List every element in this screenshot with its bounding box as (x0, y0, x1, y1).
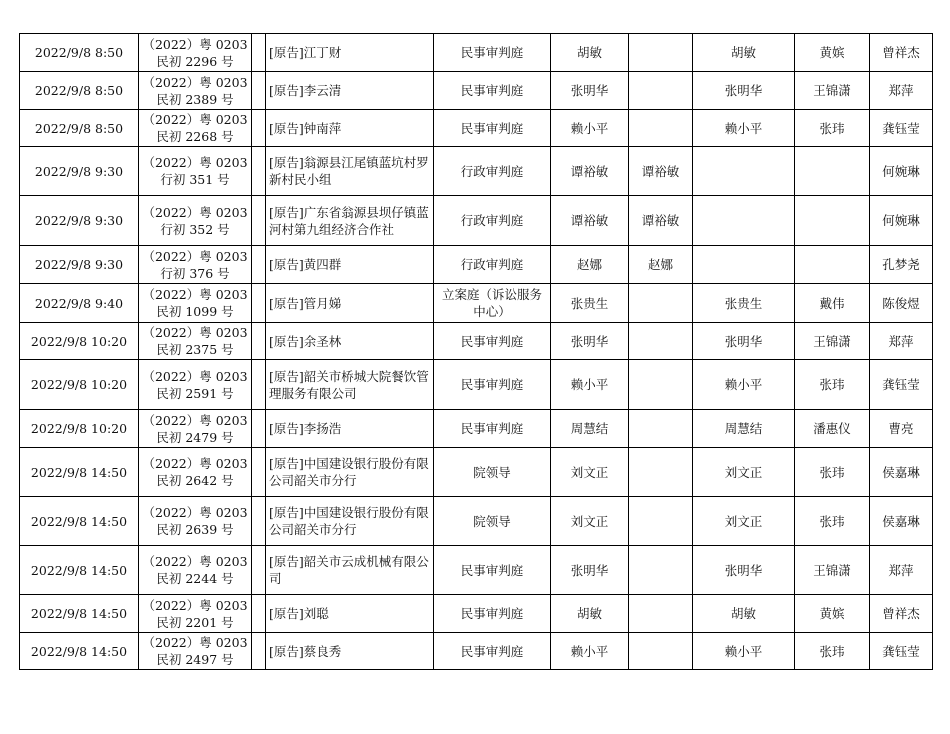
party-cell: [原告]蔡良秀 (266, 633, 434, 670)
panel-member-cell: 戴伟 (795, 284, 870, 323)
table-row (20, 110, 933, 147)
department-cell: 民事审判庭 (434, 34, 551, 72)
table-row (20, 595, 933, 633)
case-number-line-1: （2022）粤 0203 (142, 248, 248, 264)
hearing-time-cell: 2022/9/8 9:40 (20, 284, 139, 323)
party-cell: [原告]广东省翁源县坝仔镇蓝河村第九组经济合作社 (266, 196, 434, 246)
presiding-judge-cell: 刘文正 (693, 448, 795, 497)
judge-cell: 胡敏 (551, 34, 629, 72)
assistant-cell (629, 110, 693, 147)
table-row (20, 72, 933, 110)
presiding-judge-cell: 周慧结 (693, 410, 795, 448)
judge-cell: 刘文正 (551, 497, 629, 546)
clerk-cell: 曹亮 (870, 410, 933, 448)
hearing-schedule-table (19, 33, 933, 670)
case-number-cell (139, 246, 252, 284)
case-number-line-1: （2022）粤 0203 (142, 554, 248, 569)
presiding-judge-cell: 张贵生 (693, 284, 795, 323)
case-number-line-2: 行初 351 号 (160, 172, 230, 187)
panel-member-cell: 张玮 (795, 633, 870, 670)
panel-member-cell: 黄嫔 (795, 34, 870, 72)
panel-member-cell (795, 246, 870, 284)
case-number-cell (139, 448, 252, 497)
clerk-cell: 郑萍 (870, 546, 933, 595)
department-cell: 行政审判庭 (434, 196, 551, 246)
judge-cell: 张贵生 (551, 284, 629, 323)
clerk-cell: 侯嘉琳 (870, 497, 933, 546)
party-cell: [原告]李云清 (266, 72, 434, 110)
assistant-cell (629, 595, 693, 633)
clerk-cell: 何婉琳 (870, 196, 933, 246)
clerk-cell: 龚钰莹 (870, 633, 933, 670)
judge-cell: 谭裕敏 (551, 147, 629, 196)
department-cell: 民事审判庭 (434, 323, 551, 360)
spacer-cell (252, 196, 266, 246)
panel-member-cell: 张玮 (795, 497, 870, 546)
assistant-cell: 赵娜 (629, 246, 693, 284)
party-cell: [原告]江丁财 (266, 34, 434, 72)
party-cell: [原告]刘聪 (266, 595, 434, 633)
case-number-line-1: （2022）粤 0203 (142, 368, 248, 384)
hearing-time-cell: 2022/9/8 8:50 (20, 34, 139, 72)
hearing-time-cell: 2022/9/8 14:50 (20, 448, 139, 497)
table-row (20, 360, 933, 410)
clerk-cell: 曾祥杰 (870, 595, 933, 633)
party-cell: [原告]管月娣 (266, 284, 434, 323)
party-cell: [原告]中国建设银行股份有限公司韶关市分行 (266, 497, 434, 546)
department-cell: 行政审判庭 (434, 147, 551, 196)
case-number-line-2: 民初 2201 号 (156, 614, 234, 630)
case-number-line-2: 民初 2296 号 (156, 53, 234, 69)
spacer-cell (252, 34, 266, 72)
hearing-time-cell: 2022/9/8 10:20 (20, 360, 139, 410)
presiding-judge-cell: 赖小平 (693, 360, 795, 410)
presiding-judge-cell (693, 246, 795, 284)
case-number-cell (139, 284, 252, 323)
case-number-line-1: （2022）粤 0203 (142, 36, 248, 52)
case-number-line-1: （2022）粤 0203 (142, 412, 248, 428)
party-cell: [原告]钟南萍 (266, 110, 434, 147)
spacer-cell (252, 72, 266, 110)
table-row (20, 246, 933, 284)
case-number-cell (139, 72, 252, 110)
panel-member-cell: 黄嫔 (795, 595, 870, 633)
judge-cell: 胡敏 (551, 595, 629, 633)
judge-cell: 谭裕敏 (551, 196, 629, 246)
assistant-cell (629, 360, 693, 410)
judge-cell: 张明华 (551, 546, 629, 595)
case-number-cell (139, 360, 252, 410)
table-row (20, 323, 933, 360)
case-number-line-2: 行初 352 号 (160, 221, 230, 237)
hearing-time-cell: 2022/9/8 8:50 (20, 110, 139, 147)
spacer-cell (252, 323, 266, 360)
presiding-judge-cell: 张明华 (693, 323, 795, 360)
case-number-line-2: 民初 2639 号 (156, 522, 234, 537)
assistant-cell: 谭裕敏 (629, 147, 693, 196)
spacer-cell (252, 410, 266, 448)
case-number-line-1: （2022）粤 0203 (142, 597, 248, 613)
hearing-time-cell: 2022/9/8 10:20 (20, 323, 139, 360)
panel-member-cell: 潘惠仪 (795, 410, 870, 448)
case-number-line-2: 民初 1099 号 (156, 304, 234, 319)
party-cell: [原告]韶关市桥城大院餐饮管理服务有限公司 (266, 360, 434, 410)
spacer-cell (252, 147, 266, 196)
case-number-cell (139, 323, 252, 360)
spacer-cell (252, 546, 266, 595)
presiding-judge-cell: 胡敏 (693, 34, 795, 72)
case-number-line-2: 民初 2497 号 (156, 652, 234, 667)
department-cell: 院领导 (434, 497, 551, 546)
judge-cell: 赵娜 (551, 246, 629, 284)
case-number-cell (139, 546, 252, 595)
clerk-cell: 何婉琳 (870, 147, 933, 196)
hearing-time-cell: 2022/9/8 14:50 (20, 497, 139, 546)
case-number-cell (139, 196, 252, 246)
department-cell: 院领导 (434, 448, 551, 497)
judge-cell: 赖小平 (551, 110, 629, 147)
panel-member-cell: 张玮 (795, 110, 870, 147)
table-row (20, 497, 933, 546)
clerk-cell: 陈俊煜 (870, 284, 933, 323)
hearing-time-cell: 2022/9/8 9:30 (20, 246, 139, 284)
case-number-line-1: （2022）粤 0203 (142, 325, 248, 340)
department-cell: 民事审判庭 (434, 410, 551, 448)
clerk-cell: 侯嘉琳 (870, 448, 933, 497)
party-cell: [原告]韶关市云成机械有限公司 (266, 546, 434, 595)
panel-member-cell: 王锦潇 (795, 546, 870, 595)
judge-cell: 张明华 (551, 72, 629, 110)
case-number-line-1: （2022）粤 0203 (142, 635, 248, 650)
assistant-cell (629, 448, 693, 497)
department-cell: 民事审判庭 (434, 546, 551, 595)
case-number-cell (139, 497, 252, 546)
assistant-cell (629, 323, 693, 360)
department-cell: 立案庭（诉讼服务中心） (434, 284, 551, 323)
spacer-cell (252, 246, 266, 284)
assistant-cell (629, 546, 693, 595)
case-number-line-2: 民初 2268 号 (156, 129, 234, 144)
clerk-cell: 龚钰莹 (870, 110, 933, 147)
panel-member-cell: 王锦潇 (795, 72, 870, 110)
party-cell: [原告]中国建设银行股份有限公司韶关市分行 (266, 448, 434, 497)
hearing-time-cell: 2022/9/8 14:50 (20, 633, 139, 670)
table-row (20, 546, 933, 595)
clerk-cell: 龚钰莹 (870, 360, 933, 410)
table-row (20, 284, 933, 323)
presiding-judge-cell: 张明华 (693, 546, 795, 595)
spacer-cell (252, 110, 266, 147)
department-cell: 民事审判庭 (434, 360, 551, 410)
judge-cell: 赖小平 (551, 360, 629, 410)
spacer-cell (252, 360, 266, 410)
table-row (20, 196, 933, 246)
case-number-line-1: （2022）粤 0203 (142, 112, 248, 127)
case-number-line-2: 民初 2375 号 (156, 342, 234, 357)
judge-cell: 赖小平 (551, 633, 629, 670)
clerk-cell: 郑萍 (870, 323, 933, 360)
party-cell: [原告]黄四群 (266, 246, 434, 284)
assistant-cell (629, 284, 693, 323)
case-number-cell (139, 410, 252, 448)
panel-member-cell: 张玮 (795, 448, 870, 497)
presiding-judge-cell: 刘文正 (693, 497, 795, 546)
hearing-time-cell: 2022/9/8 14:50 (20, 546, 139, 595)
case-number-cell (139, 34, 252, 72)
case-number-line-1: （2022）粤 0203 (142, 74, 248, 90)
presiding-judge-cell (693, 196, 795, 246)
case-number-line-1: （2022）粤 0203 (142, 155, 248, 170)
judge-cell: 周慧结 (551, 410, 629, 448)
hearing-time-cell: 2022/9/8 8:50 (20, 72, 139, 110)
table-body (20, 34, 933, 670)
assistant-cell (629, 497, 693, 546)
party-cell: [原告]余圣林 (266, 323, 434, 360)
hearing-time-cell: 2022/9/8 9:30 (20, 196, 139, 246)
presiding-judge-cell: 赖小平 (693, 633, 795, 670)
assistant-cell (629, 72, 693, 110)
case-number-line-2: 民初 2642 号 (156, 473, 234, 488)
spacer-cell (252, 284, 266, 323)
hearing-time-cell: 2022/9/8 10:20 (20, 410, 139, 448)
clerk-cell: 郑萍 (870, 72, 933, 110)
presiding-judge-cell: 胡敏 (693, 595, 795, 633)
table-row (20, 147, 933, 196)
assistant-cell: 谭裕敏 (629, 196, 693, 246)
spacer-cell (252, 497, 266, 546)
table-row (20, 633, 933, 670)
spacer-cell (252, 633, 266, 670)
clerk-cell: 孔梦尧 (870, 246, 933, 284)
case-number-line-1: （2022）粤 0203 (142, 505, 248, 520)
department-cell: 民事审判庭 (434, 595, 551, 633)
department-cell: 行政审判庭 (434, 246, 551, 284)
judge-cell: 刘文正 (551, 448, 629, 497)
case-number-line-2: 民初 2389 号 (156, 91, 234, 107)
assistant-cell (629, 410, 693, 448)
spacer-cell (252, 595, 266, 633)
case-number-line-2: 民初 2591 号 (156, 385, 234, 401)
hearing-time-cell: 2022/9/8 14:50 (20, 595, 139, 633)
presiding-judge-cell (693, 147, 795, 196)
case-number-line-2: 民初 2244 号 (156, 571, 234, 586)
assistant-cell (629, 633, 693, 670)
table-row (20, 34, 933, 72)
case-number-cell (139, 595, 252, 633)
judge-cell: 张明华 (551, 323, 629, 360)
table-row (20, 448, 933, 497)
presiding-judge-cell: 赖小平 (693, 110, 795, 147)
panel-member-cell (795, 196, 870, 246)
case-number-line-1: （2022）粤 0203 (142, 456, 248, 471)
department-cell: 民事审判庭 (434, 633, 551, 670)
case-number-line-2: 民初 2479 号 (156, 429, 234, 445)
presiding-judge-cell: 张明华 (693, 72, 795, 110)
case-number-cell (139, 110, 252, 147)
case-number-cell (139, 147, 252, 196)
assistant-cell (629, 34, 693, 72)
case-number-line-1: （2022）粤 0203 (142, 204, 248, 220)
case-number-line-1: （2022）粤 0203 (142, 287, 248, 302)
hearing-time-cell: 2022/9/8 9:30 (20, 147, 139, 196)
party-cell: [原告]翁源县江尾镇蓝坑村罗新村民小组 (266, 147, 434, 196)
clerk-cell: 曾祥杰 (870, 34, 933, 72)
party-cell: [原告]李扬浩 (266, 410, 434, 448)
spacer-cell (252, 448, 266, 497)
department-cell: 民事审判庭 (434, 72, 551, 110)
panel-member-cell: 王锦潇 (795, 323, 870, 360)
panel-member-cell (795, 147, 870, 196)
panel-member-cell: 张玮 (795, 360, 870, 410)
table-row (20, 410, 933, 448)
case-number-line-2: 行初 376 号 (160, 265, 230, 281)
department-cell: 民事审判庭 (434, 110, 551, 147)
case-number-cell (139, 633, 252, 670)
